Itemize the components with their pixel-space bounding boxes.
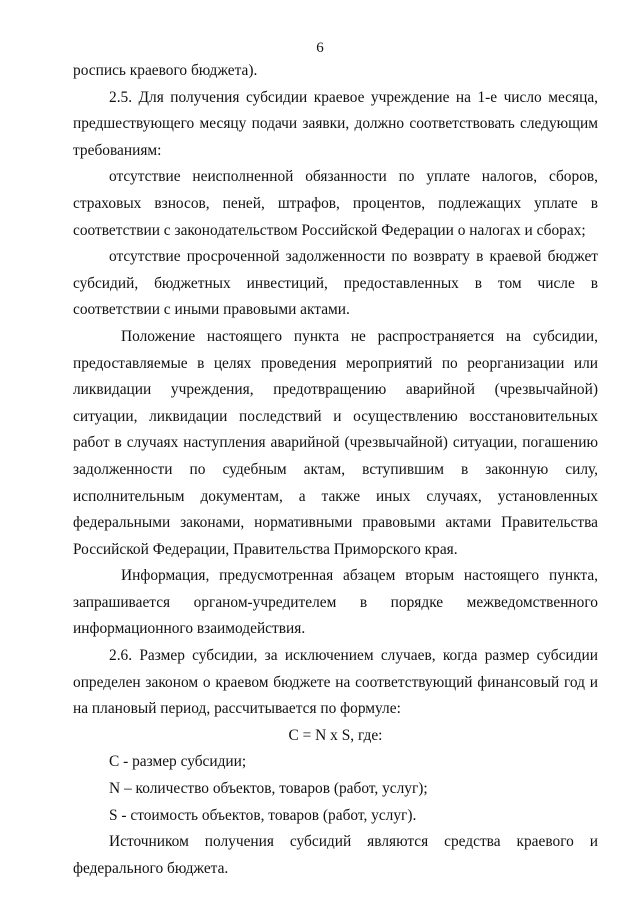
paragraph: отсутствие неисполненной обязанности по уплате налогов, сборов, страховых взносов, пеней, штрафов, процентов, подлежащих уплате в соответствии с законодательством Российской Федерации о налогах и сборах;	[73, 168, 598, 239]
paragraph: роспись краевого бюджета).	[73, 62, 258, 79]
paragraph: Информация, предусмотренная абзацем вторым настоящего пункта, запрашивается органом-учредителем в порядке межведомственного информационного взаимодействия.	[73, 567, 598, 638]
formula-definition: N – количество объектов, товаров (работ, услуг);	[109, 780, 428, 798]
formula-definition: С - размер субсидии;	[109, 753, 247, 771]
formula: С = N х S, где:	[288, 726, 383, 744]
document-body	[73, 58, 598, 882]
formula-definition: S - стоимость объектов, товаров (работ, услуг).	[109, 806, 417, 824]
paragraph: 2.5. Для получения субсидии краевое учреждение на 1-е число месяца, предшествующего месяцу подачи заявки, должно соответствовать следующим требованиям:	[73, 88, 598, 159]
paragraph: Положение настоящего пункта не распространяется на субсидии, предоставляемые в целях проведения мероприятий по реорганизации или ликвидации учреждения, предотвращению аварийной (чрезвычайной) ситуации, ликвидации последствий и осуществлению восстановительных работ в случаях наступления аварийной (чрезвычайной) ситуации, погашению задолженности по судебным актам, вступившим в законную силу, исполнительным документам, а также иных случаях, установленных федеральными законами, нормативными правовыми актами Правительства Российской Федерации, Правительства Приморского края.	[73, 327, 598, 558]
paragraph: Источником получения субсидий являются средства краевого и федерального бюджета.	[73, 833, 598, 877]
paragraph: 2.6. Размер субсидии, за исключением случаев, когда размер субсидии определен законом о краевом бюджете на соответствующий финансовый год и на плановый период, рассчитывается по формуле:	[73, 647, 598, 718]
page-number: 6	[316, 40, 324, 56]
paragraph: отсутствие просроченной задолженности по возврату в краевой бюджет субсидий, бюджетных инвестиций, предоставленных в том числе в соответствии с иными правовыми актами.	[73, 248, 598, 319]
